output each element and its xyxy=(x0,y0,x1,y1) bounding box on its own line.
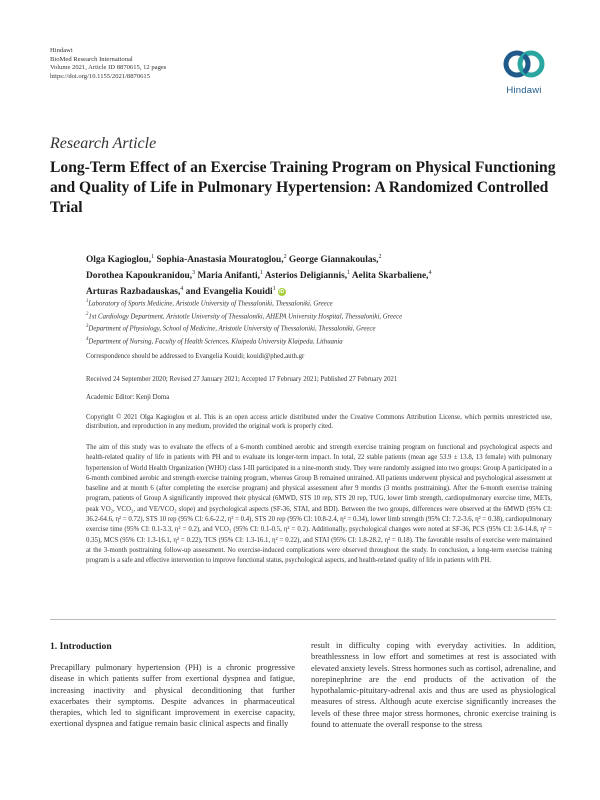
author[interactable] xyxy=(86,287,183,297)
affiliation xyxy=(86,322,556,335)
copyright-notice: Copyright © 2021 Olga Kagioglou et al. This is an open access article distributed under the Creative Commons Attribution License, which permits unrestricted use, distribution, and reproduction in any medium, provided the original work is properly cited. xyxy=(86,414,552,431)
author-name: and Evangelia Kouidi xyxy=(185,287,273,298)
article-title: Long-Term Effect of an Exercise Training Program on Physical Functioning and Quality of Life in Pulmonary Hypertension: A Randomized Controlled Trial xyxy=(50,159,556,216)
hindawi-wordmark: Hindawi xyxy=(506,85,542,96)
correspondence-note: Correspondence should be addressed to Evangelia Kouidi; kouidi@phed.auth.gr xyxy=(86,353,305,360)
divider-rule xyxy=(50,619,556,620)
author-affiliation-mark: 3 xyxy=(192,270,196,277)
affiliation-number: 1 xyxy=(86,299,89,304)
abstract-text: The aim of this study was to evaluate the effects of a 6-month combined aerobic and strength exercise training program on functional and psychological aspects and health-related quality of life in patients with PH and to evaluate its longer-term impact. In total, 22 stable patients (mean age 53.9 ± 13.8, 13 female) with pulmonary hypertension of World Health Organization (WHO) class I-III participated in a nine-month study. They were randomly assigned into two groups: Group A participated in a 6-month combined aerobic and strength exercise training program, whereas Group B remained untrained. All patients underwent physical and psychological assessment at baseline and at month 6 (after completing the exercise program) and physical assessment after 9 months (3 months posttraining). After the 6-month exercise training program, patients of Group A significantly improved their physical (6MWD, STS 10 rep, STS 20 rep, TUG, lower limb strength, cardiopulmonary exercise time, METs, peak VO₂, VCO₂, and VE/VCO₂ slope) and psychological aspects (SF-36, STAI, and BDI). Between the two groups, differences were observed at the 6MWD (95% CI: 36.2-64.6, η² = 0.72), STS 10 rep (95% CI: 6.6-2.2, η² = 0.4), STS 20 rep (95% CI: 10.8-2.4, η² = 0.34), lower limb strength (95% CI: 7.2-3.6, η² = 0.38), cardiopulmonary exercise time (95% CI: 0.1-3.3, η² = 0.2), and VCO₂ (95% CI: 0.1-0.5, η² = 0.2). Additionally, psychological changes were noted at SF-36, PCS (95% CI: 3.6-14.8, η² = 0.35), MCS (95% CI: 1.3-16.1, η² = 0.22), TCS (95% CI: 1.3-16.1, η² = 0.22), and STAI (95% CI: 1.8-28.2, η² = 0.18). The favorable results of exercise were maintained at the 3-month posttraining follow-up assessment. No exercise-induced complications were observed throughout the study. In conclusion, a long-term exercise training program is a safe and effective intervention to improve functional status, psychological aspects, and health-related quality of life in patients with PH. xyxy=(86,444,552,565)
author-name: George Giannakoulas, xyxy=(288,255,379,266)
affiliation-number: 4 xyxy=(86,336,89,342)
author[interactable] xyxy=(197,271,263,281)
affiliation-number: 2 xyxy=(86,311,89,317)
affiliation-list xyxy=(86,297,556,347)
section-heading: 1. Introduction xyxy=(50,641,112,652)
journal-name: BioMed Research International xyxy=(50,55,133,63)
author-affiliation-mark: 1 xyxy=(151,254,155,260)
volume-line: Volume 2021, Article ID 8870615, 12 pages xyxy=(50,64,167,72)
author-list xyxy=(86,251,556,299)
author[interactable] xyxy=(289,255,382,265)
body-column-left xyxy=(50,662,295,730)
affiliation-text: Laboratory of Sports Medicine, Aristotle University of Thessaloniki, Thessaloniki, Greece xyxy=(88,300,333,308)
author-name: Arturas Razbadauskas, xyxy=(86,287,181,298)
author-affiliation-mark: 2 xyxy=(283,254,287,260)
journal-info xyxy=(50,47,166,81)
hindawi-logo-icon xyxy=(501,45,547,83)
author-name: Sophia-Anastasia Mouratoglou, xyxy=(156,255,284,266)
affiliation-text: 1st Cardiology Department, Aristotle University of Thessaloniki, AHEPA University Hospital, Thessaloniki, Greece xyxy=(88,312,403,320)
orcid-icon[interactable]: iD xyxy=(279,289,285,296)
academic-editor: Academic Editor: Kenji Doma xyxy=(86,394,170,401)
author-name: Aelita Skarbaliene, xyxy=(351,271,429,282)
author-name: Olga Kagioglou, xyxy=(86,255,152,266)
hindawi-logo xyxy=(495,45,553,105)
author[interactable] xyxy=(186,287,276,297)
author-name: Dorothea Kapoukranidou, xyxy=(86,271,193,282)
author-name: Asterios Deligiannis, xyxy=(264,271,348,282)
author[interactable] xyxy=(86,271,195,281)
affiliation-number: 3 xyxy=(86,324,89,330)
author-name: Maria Anifanti, xyxy=(197,271,260,282)
author[interactable] xyxy=(156,255,286,265)
author-affiliation-mark: 1 xyxy=(259,270,263,277)
publication-dates: Received 24 September 2020; Revised 27 January 2021; Accepted 17 February 2021; Published 27 February 2021 xyxy=(86,376,398,383)
author[interactable] xyxy=(86,255,154,265)
affiliation-text: Department of Physiology, School of Medicine, Aristotle University of Thessaloniki, Thessaloniki, Greece xyxy=(88,325,376,333)
affiliation xyxy=(86,310,556,323)
affiliation xyxy=(86,335,556,348)
author-affiliation-mark: 1 xyxy=(272,286,276,293)
author-affiliation-mark: 4 xyxy=(180,286,184,293)
body-paragraph: Precapillary pulmonary hypertension (PH) is a chronic progressive disease in which patients suffer from exertional dyspnea and fatigue, increasing inactivity and physical deconditioning that further exacerbates their symptoms. Despite advances in pharmaceutical therapies, which led to significant improvement in exercise capacity, exertional dyspnea and fatigue remain basic clinical aspects and finally xyxy=(50,663,295,729)
affiliation-text: Department of Nursing, Faculty of Health Sciences, Klaipeda University Klaipeda, Lithuania xyxy=(88,337,343,345)
author-affiliation-mark: 2 xyxy=(378,254,382,260)
body-column-right xyxy=(311,640,556,730)
author-affiliation-mark: 4 xyxy=(428,270,432,277)
affiliation xyxy=(86,297,556,310)
publisher-name: Hindawi xyxy=(50,47,73,54)
article-type: Research Article xyxy=(50,135,157,152)
author[interactable] xyxy=(265,271,350,281)
author-affiliation-mark: 1 xyxy=(347,270,351,277)
body-paragraph: result in difficulty coping with everyday activities. In addition, breathlessness in low effort and sometimes at rest is associated with elevated anxiety levels. Stress hormones such as cortisol, adrenaline, and norepinephrine are the end products of the activation of the hypothalamic-pituitary-adrenal axis and thus are used as physiological measures of stress. Although acute exercise significantly increases the levels of these three major stress hormones, chronic exercise training is found to attenuate the overall response to the stress xyxy=(311,641,556,730)
author[interactable] xyxy=(352,271,432,281)
doi-link[interactable]: https://doi.org/10.1155/2021/8870615 xyxy=(50,72,151,80)
